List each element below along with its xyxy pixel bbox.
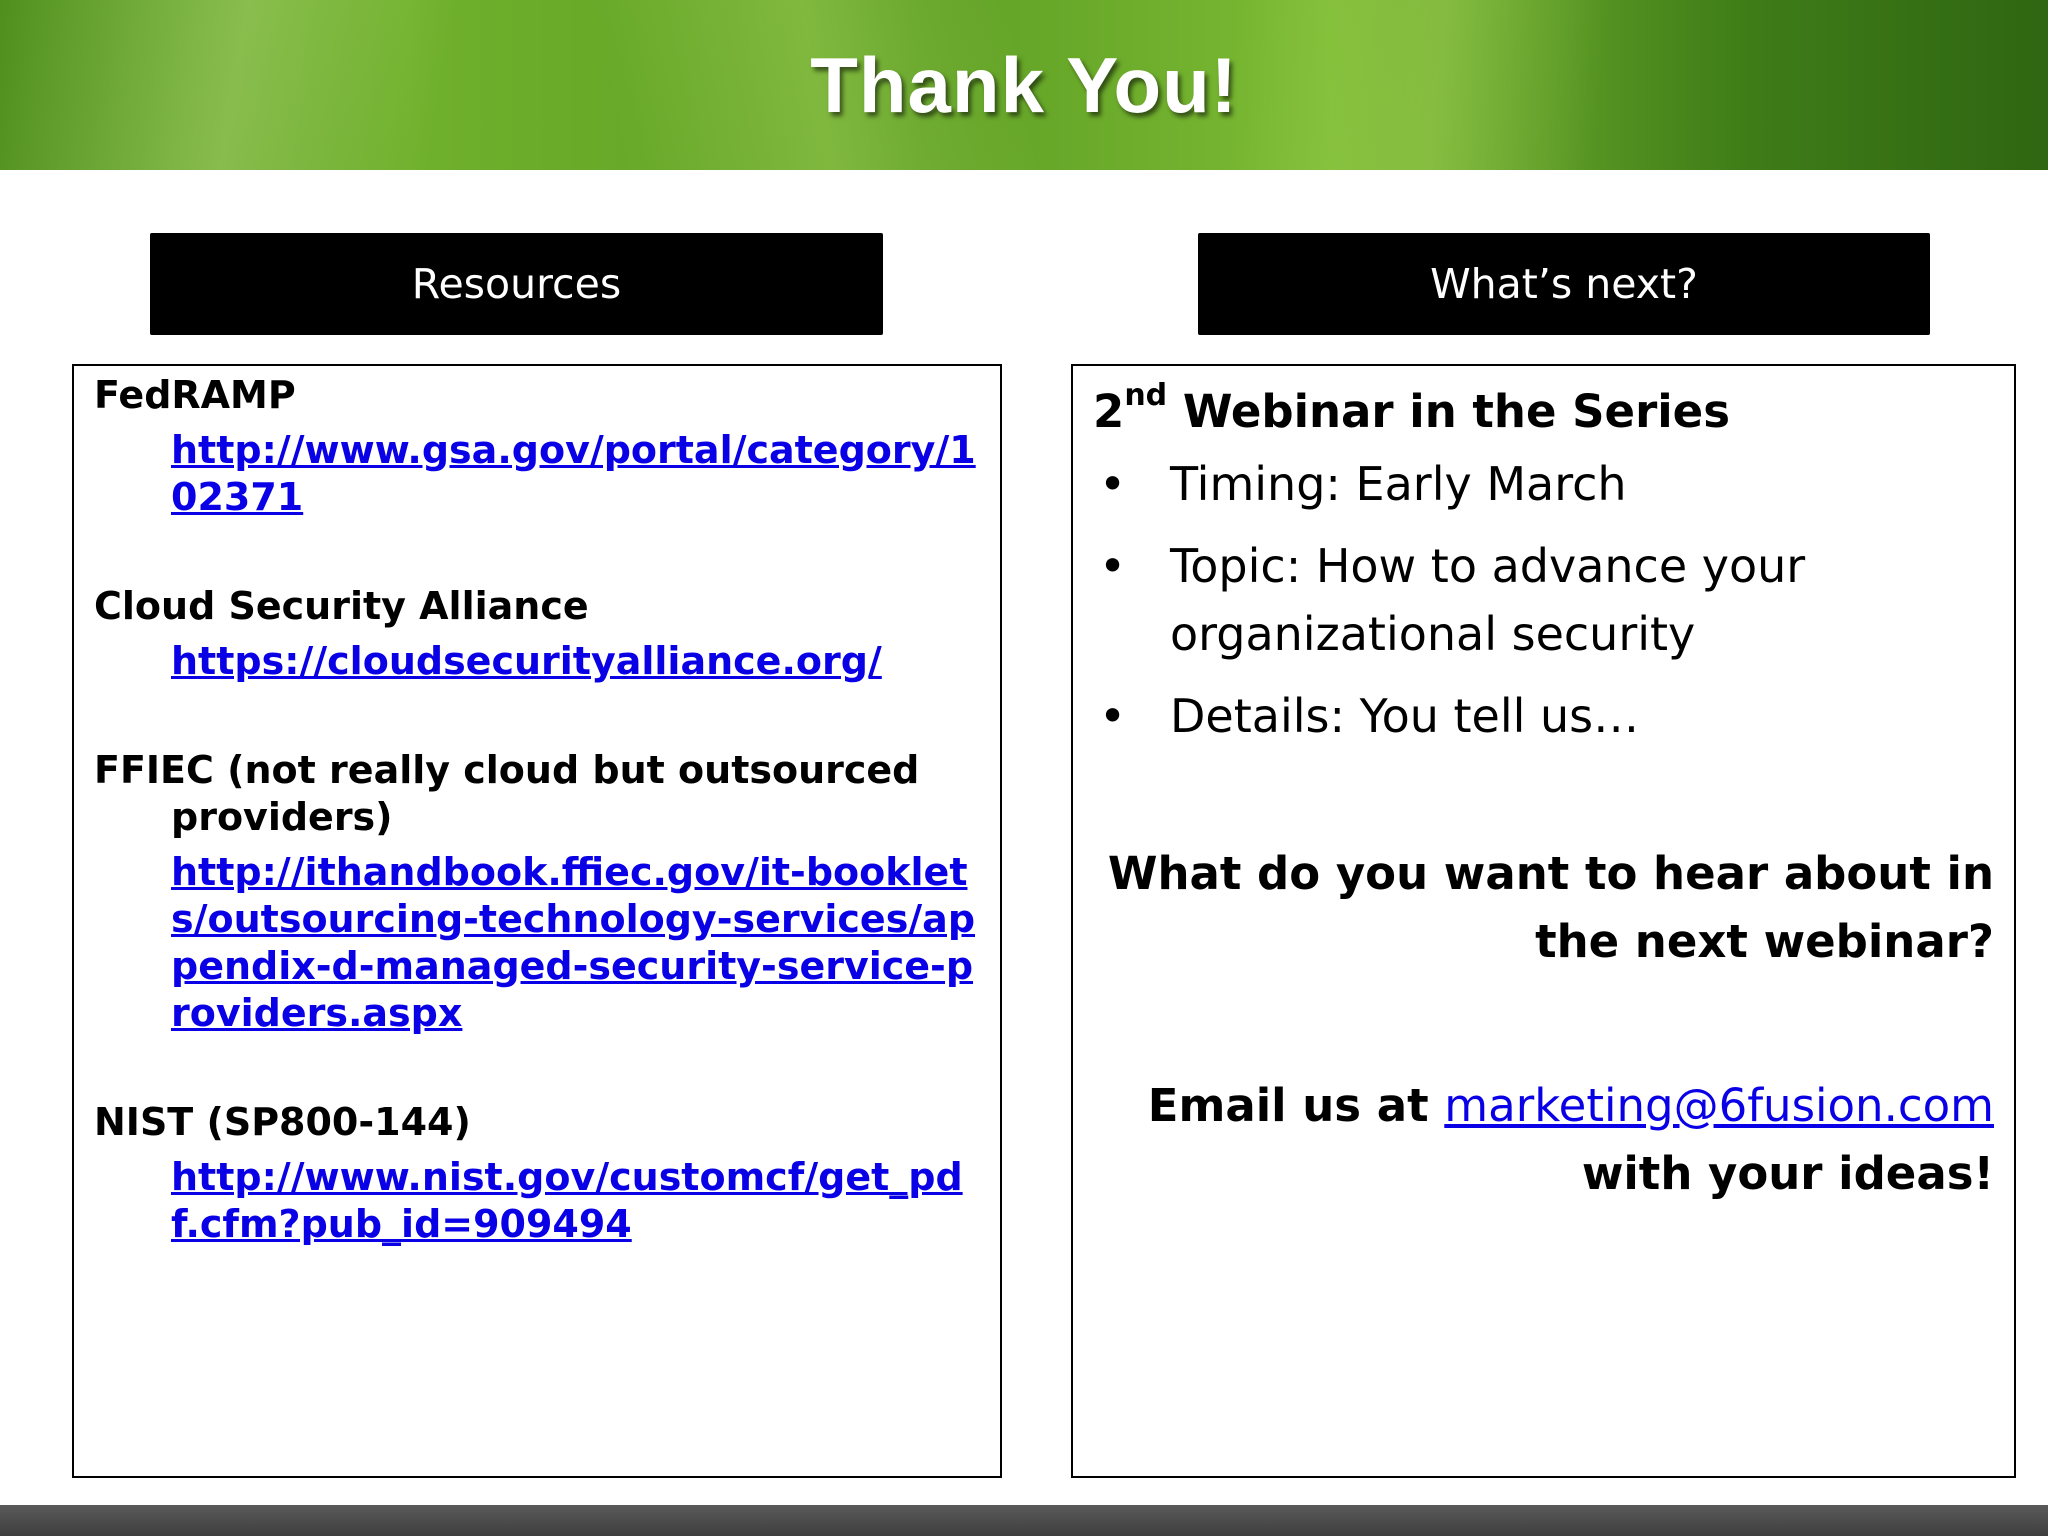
resources-panel	[72, 364, 1002, 1478]
whats-next-panel	[1071, 364, 2016, 1478]
email-link[interactable]: marketing@6fusion.com	[1444, 1079, 1994, 1132]
bullet-icon: •	[1099, 689, 1127, 743]
list-item-text: Details: You tell us…	[1170, 689, 1640, 743]
resource-link[interactable]: http://ithandbook.ffiec.gov/it-booklets/outsourcing-technology-services/appendix-d-managed-security-service-providers.aspx	[171, 850, 976, 1035]
bullet-icon: •	[1099, 457, 1127, 511]
resources-header: Resources	[150, 233, 883, 335]
resource-nist	[94, 1099, 980, 1248]
list-item	[1093, 532, 1994, 668]
list-item	[1093, 450, 1994, 518]
webinar-number: 2	[1093, 385, 1125, 438]
list-item-text: Timing: Early March	[1170, 457, 1627, 511]
webinar-title	[1093, 378, 1994, 442]
footer-bar	[0, 1505, 2048, 1536]
resource-link[interactable]: http://www.nist.gov/customcf/get_pdf.cfm?pub_id=909494	[171, 1155, 963, 1246]
list-item	[1093, 682, 1994, 750]
bullet-icon: •	[1099, 539, 1127, 593]
email-prefix: Email us at	[1147, 1079, 1445, 1132]
webinar-title-text: Webinar in the Series	[1167, 385, 1730, 438]
webinar-details-list	[1093, 450, 1994, 750]
slide-title: Thank You!	[810, 41, 1238, 129]
resource-name: NIST (SP800-144)	[94, 1100, 471, 1144]
resource-ffiec	[94, 747, 980, 1037]
resource-link[interactable]: https://cloudsecurityalliance.org/	[171, 639, 882, 683]
resource-name-continued: providers)	[171, 795, 393, 839]
email-suffix: with your ideas!	[1581, 1147, 1994, 1200]
feedback-question: What do you want to hear about in the next webinar?	[1107, 847, 1994, 968]
resource-name: Cloud Security Alliance	[94, 584, 589, 628]
webinar-ordinal-suffix: nd	[1124, 378, 1168, 413]
email-call-to-action	[1093, 1072, 1994, 1208]
resource-link[interactable]: http://www.gsa.gov/portal/category/102371	[171, 428, 976, 519]
whats-next-header: What’s next?	[1198, 233, 1930, 335]
resource-name: FedRAMP	[94, 373, 296, 417]
resource-fedramp	[94, 372, 980, 521]
resource-name: FFIEC (not really cloud but outsourced	[94, 748, 920, 792]
title-banner	[0, 0, 2048, 170]
resource-csa	[94, 583, 980, 685]
list-item-text: Topic: How to advance your organizational security	[1170, 539, 1806, 661]
